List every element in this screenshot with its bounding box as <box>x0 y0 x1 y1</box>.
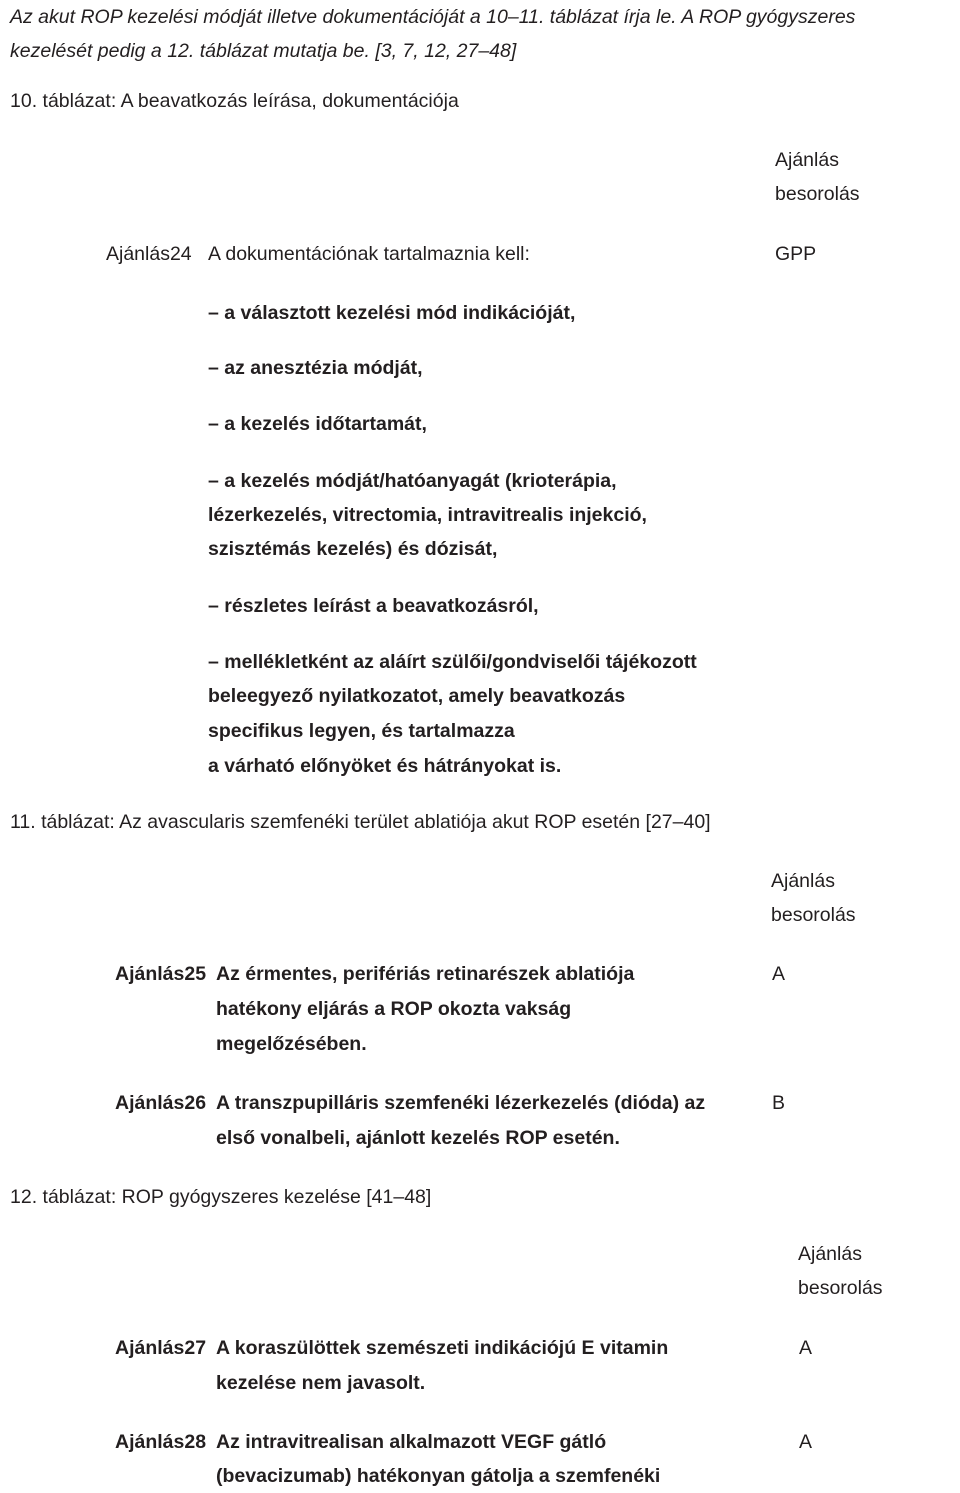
rec24-item-method-line-3: szisztémás kezelés) és dózisát, <box>208 538 498 560</box>
rec26-text-line-1: A transzpupilláris szemfenéki lézerkezelés (dióda) az <box>216 1092 706 1114</box>
rec25-text-line-1: Az érmentes, perifériás retinarészek ablatiója <box>216 963 635 985</box>
rec26-label: Ajánlás26 <box>115 1092 207 1114</box>
rec28-text-line-2: (bevacizumab) hatékonyan gátolja a szemfenéki <box>216 1465 661 1487</box>
table12-grade-header-1: Ajánlás <box>798 1243 862 1265</box>
rec25-grade: A <box>772 963 786 985</box>
table11-grade-header-2: besorolás <box>771 904 856 926</box>
rec25-text-line-2: hatékony eljárás a ROP okozta vakság <box>216 998 572 1020</box>
rec24-item-duration: – a kezelés időtartamát, <box>208 413 427 435</box>
rec26-grade: B <box>772 1092 786 1114</box>
table10-grade-header-1: Ajánlás <box>775 149 839 171</box>
rec24-item-method-line-1: – a kezelés módját/hatóanyagát (krioterápia, <box>208 470 617 492</box>
table10-grade-header-2: besorolás <box>775 183 860 205</box>
table11-grade-header-1: Ajánlás <box>771 870 835 892</box>
rec28-grade: A <box>799 1431 813 1453</box>
rec24-item-consent-line-4: a várható előnyöket és hátrányokat is. <box>208 755 562 777</box>
rec28-text-line-1: Az intravitrealisan alkalmazott VEGF gátló <box>216 1431 607 1453</box>
rec24-item-description: – részletes leírást a beavatkozásról, <box>208 595 539 617</box>
rec24-item-consent-line-1: – mellékletként az aláírt szülői/gondviselői tájékozott <box>208 651 697 673</box>
rec24-item-method-line-2: lézerkezelés, vitrectomia, intravitrealis injekció, <box>208 504 647 526</box>
intro-line-2: kezelését pedig a 12. táblázat mutatja be. [3, 7, 12, 27–48] <box>10 40 517 62</box>
table10-caption: 10. táblázat: A beavatkozás leírása, dokumentációja <box>10 90 459 112</box>
rec27-text-line-2: kezelése nem javasolt. <box>216 1372 426 1394</box>
rec27-grade: A <box>799 1337 813 1359</box>
rec27-label: Ajánlás27 <box>115 1337 207 1359</box>
rec24-grade: GPP <box>775 243 817 265</box>
rec24-item-consent-line-3: specifikus legyen, és tartalmazza <box>208 720 515 742</box>
rec24-item-indication: – a választott kezelési mód indikációját, <box>208 302 576 324</box>
rec24-label: Ajánlás24 <box>106 243 192 265</box>
rec24-item-consent-line-2: beleegyező nyilatkozatot, amely beavatkozás <box>208 685 626 707</box>
table11-caption: 11. táblázat: Az avascularis szemfenéki terület ablatiója akut ROP esetén [27–40] <box>10 811 711 833</box>
rec25-text-line-3: megelőzésében. <box>216 1033 367 1055</box>
intro-line-1: Az akut ROP kezelési módját illetve dokumentációját a 10–11. táblázat írja le. A ROP gyógyszeres <box>10 6 856 28</box>
rec26-text-line-2: első vonalbeli, ajánlott kezelés ROP esetén. <box>216 1127 620 1149</box>
rec24-text: A dokumentációnak tartalmaznia kell: <box>208 243 530 265</box>
table12-caption: 12. táblázat: ROP gyógyszeres kezelése [41–48] <box>10 1186 432 1208</box>
table12-grade-header-2: besorolás <box>798 1277 883 1299</box>
rec28-label: Ajánlás28 <box>115 1431 207 1453</box>
rec27-text-line-1: A koraszülöttek szemészeti indikációjú E vitamin <box>216 1337 669 1359</box>
rec25-label: Ajánlás25 <box>115 963 207 985</box>
rec24-item-anesthesia: – az anesztézia módját, <box>208 357 423 379</box>
